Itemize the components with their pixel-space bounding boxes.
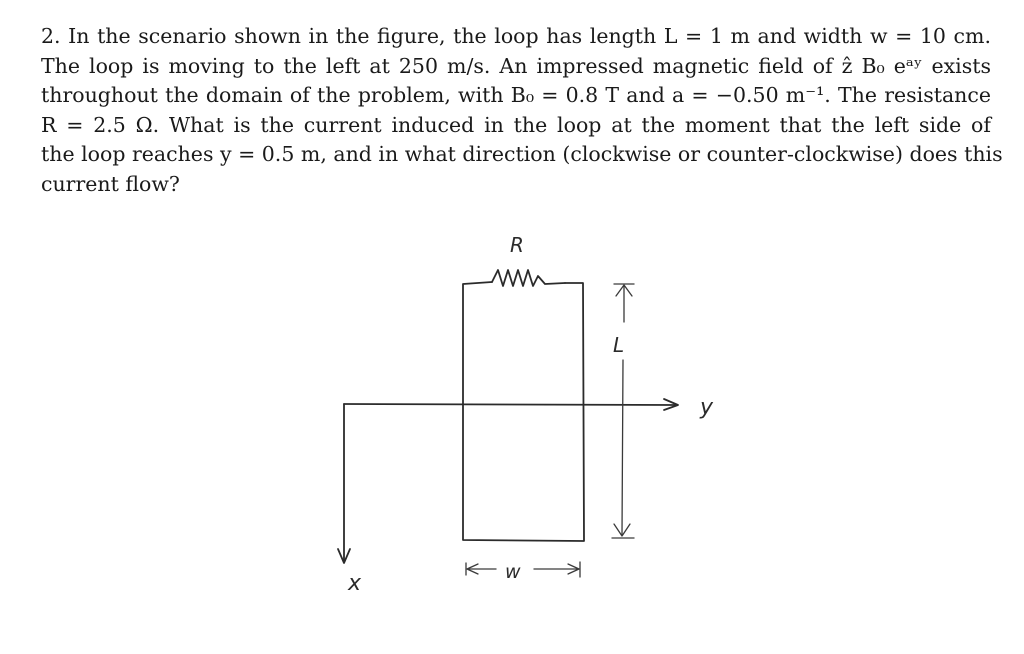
problem-line-3: throughout the domain of the problem, with B₀ = 0.8 T and a = −0.50 m⁻¹. The resistance bbox=[41, 83, 991, 107]
length-lower-line bbox=[622, 360, 623, 535]
y-axis-line bbox=[344, 404, 676, 405]
y-axis-label: y bbox=[700, 395, 714, 420]
problem-line-2: The loop is moving to the left at 250 m/s. An impressed magnetic field of ẑ B₀ eᵃʸ exists bbox=[41, 53, 991, 78]
problem-line-5: the loop reaches y = 0.5 m, and in what direction (clockwise or counter-clockwise) does this bbox=[41, 142, 1003, 166]
resistor-label: R bbox=[510, 233, 524, 257]
current-loop bbox=[463, 282, 584, 541]
length-label: L bbox=[613, 333, 625, 357]
x-axis-label: x bbox=[348, 571, 362, 596]
resistor-symbol bbox=[492, 270, 565, 286]
problem-line-1: 2. In the scenario shown in the figure, the loop has length L = 1 m and width w = 10 cm. bbox=[41, 24, 991, 48]
problem-line-6: current flow? bbox=[41, 171, 180, 196]
width-label: w bbox=[505, 561, 521, 583]
problem-line-4: R = 2.5 Ω. What is the current induced in the loop at the moment that the left side of bbox=[41, 112, 991, 137]
